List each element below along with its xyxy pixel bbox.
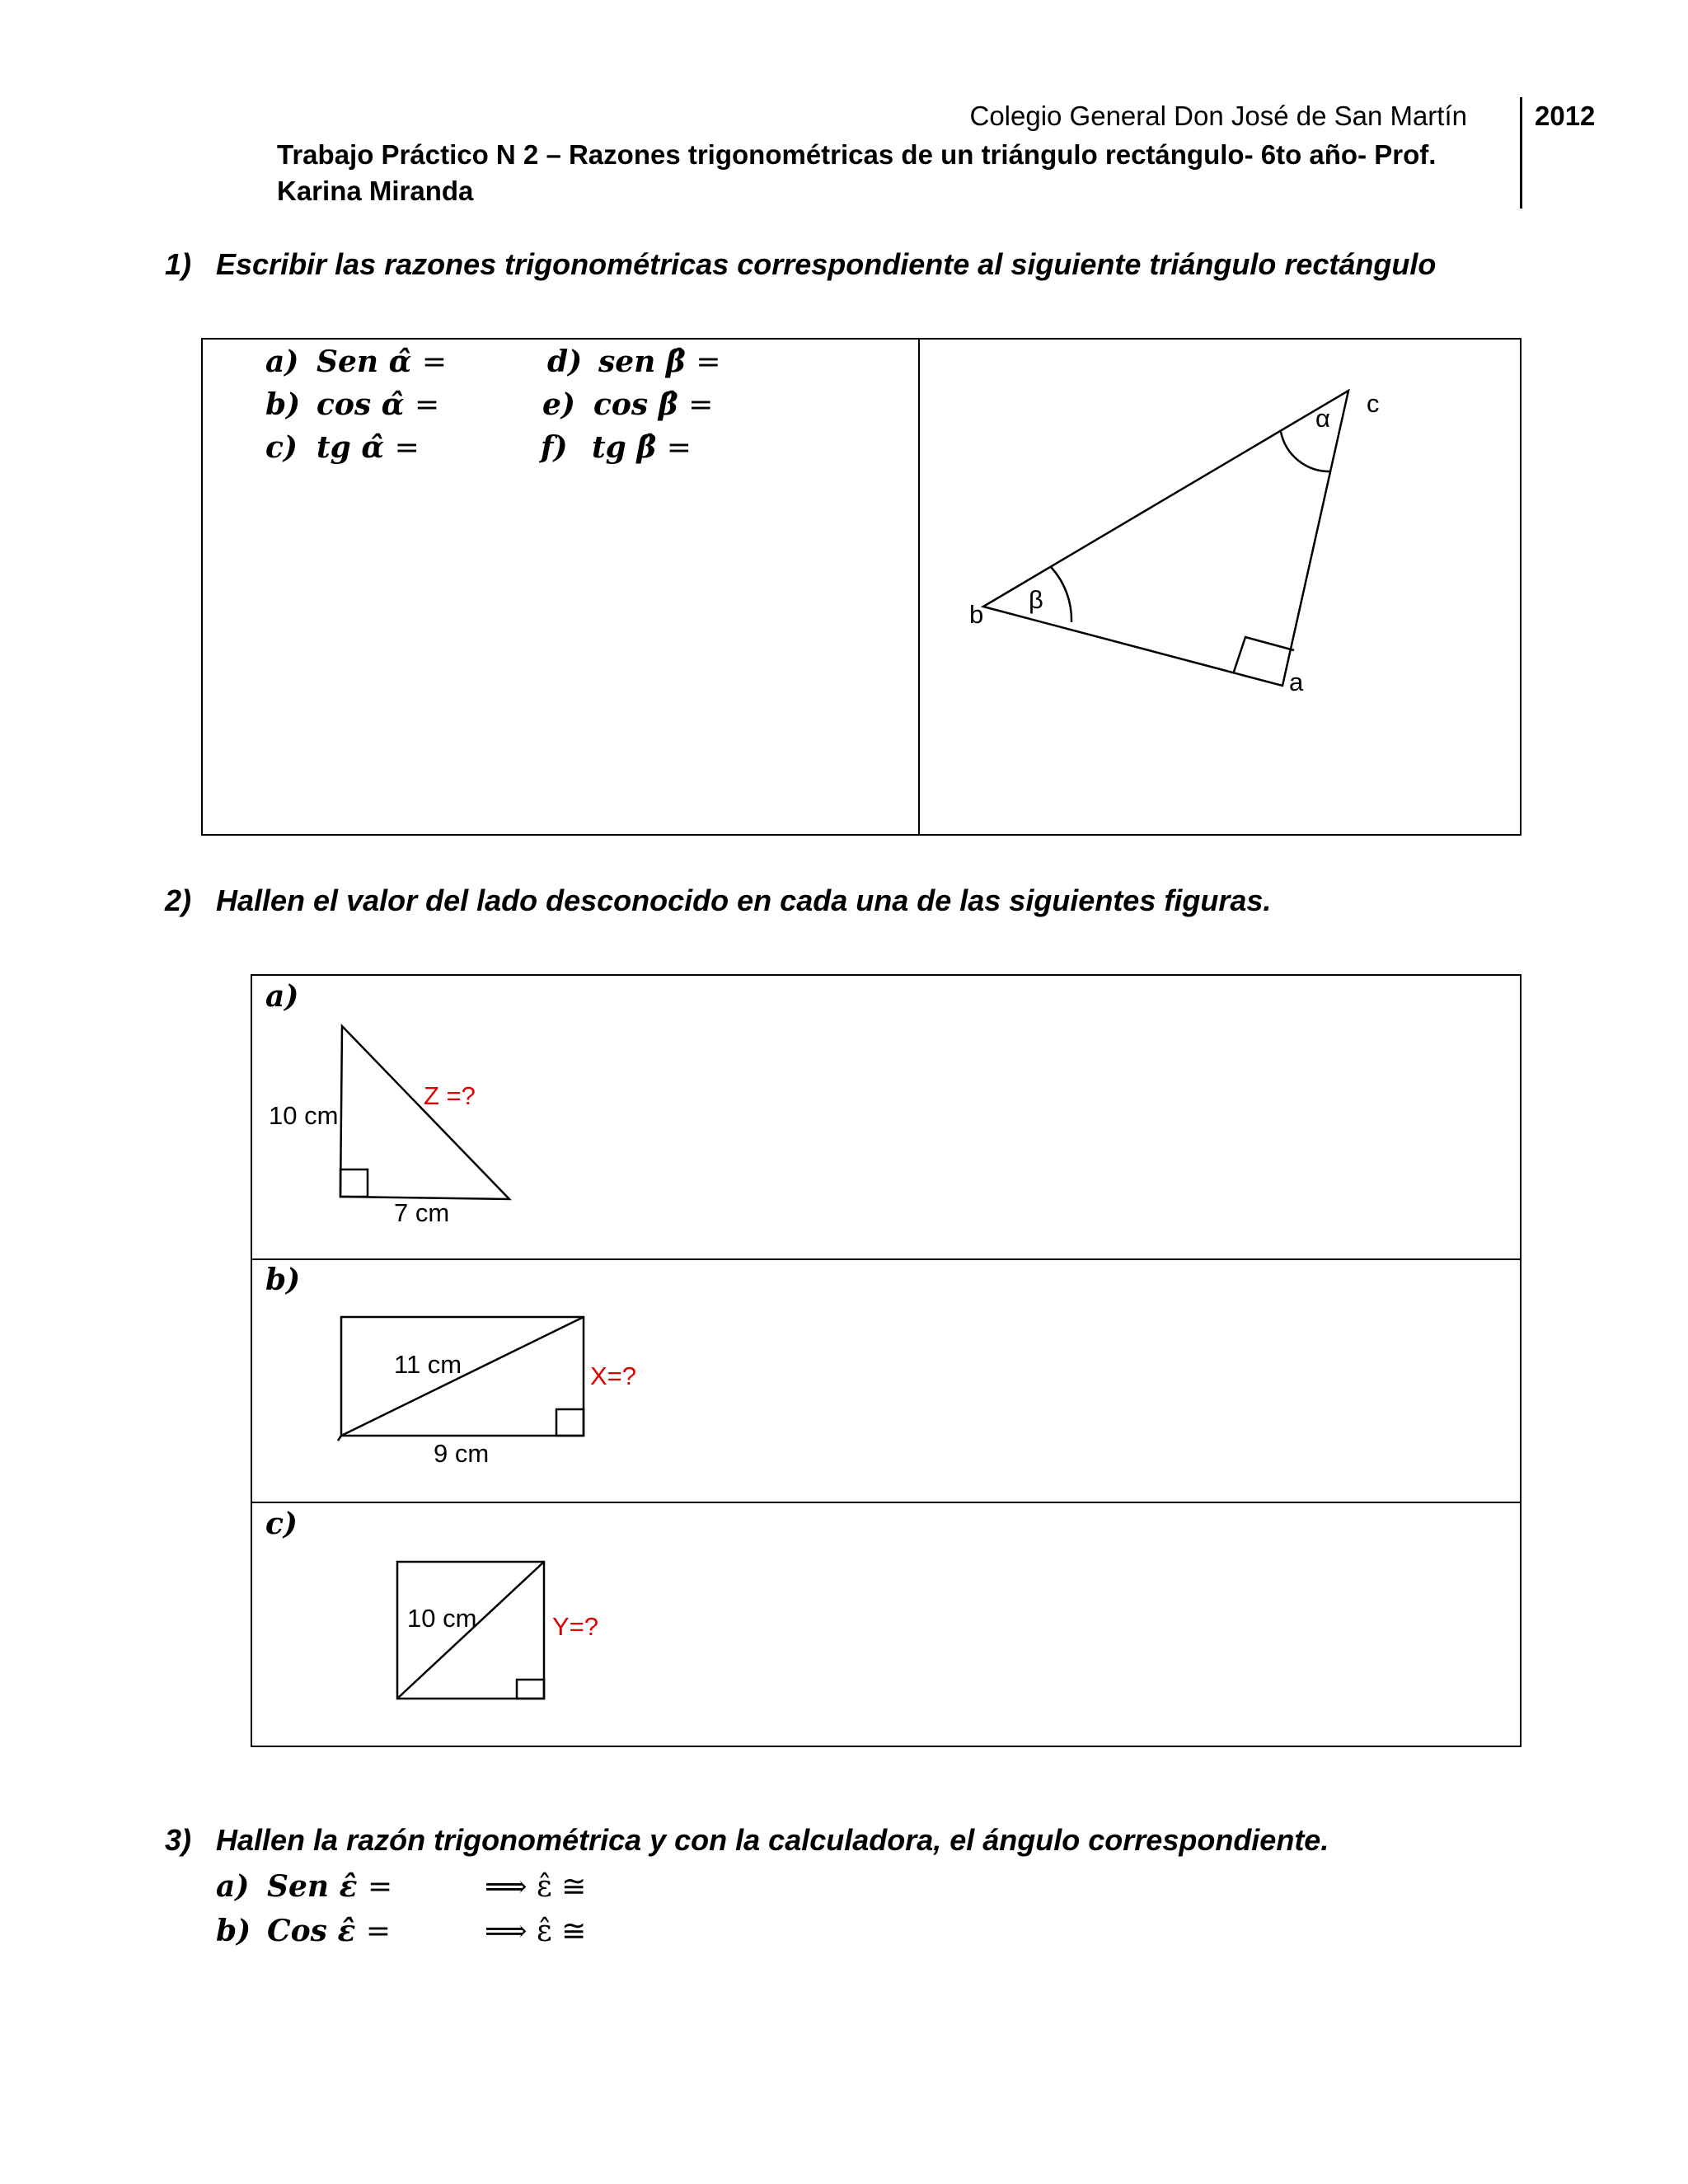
angle-item-b-result: ⟹ ε̂ ≅ bbox=[485, 1915, 587, 1948]
part-a-triangle bbox=[340, 1026, 509, 1199]
part-b-side-9cm: 9 cm bbox=[434, 1439, 490, 1468]
question-1-text: Escribir las razones trigonométricas correspondiente al siguiente triángulo rectángulo bbox=[216, 247, 1437, 281]
part-b-right-angle bbox=[556, 1409, 584, 1436]
angle-item-b: b) Cos ε̂ = bbox=[216, 1914, 392, 1948]
angle-alpha-label: α bbox=[1315, 404, 1330, 433]
part-a-unknown-z: Z =? bbox=[424, 1081, 476, 1110]
part-c-diagonal-10cm: 10 cm bbox=[407, 1604, 477, 1633]
ratio-item-f: f) tg β̂ = bbox=[541, 430, 692, 465]
part-c-label: c) bbox=[265, 1507, 298, 1541]
part-a-side-10cm: 10 cm bbox=[269, 1101, 339, 1130]
ratio-item-a: a) Sen α̂ = bbox=[265, 344, 448, 379]
part-b-unknown-x: X=? bbox=[590, 1361, 637, 1390]
vertex-b-label: b bbox=[969, 600, 984, 629]
question-1-number: 1) bbox=[165, 247, 192, 281]
part-a-right-angle bbox=[340, 1169, 368, 1197]
question-2-number: 2) bbox=[165, 883, 192, 917]
part-a-side-7cm: 7 cm bbox=[394, 1198, 450, 1227]
ratio-item-e: e) cos β̂ = bbox=[542, 387, 714, 422]
part-c-unknown-y: Y=? bbox=[552, 1612, 599, 1641]
question-3-number: 3) bbox=[165, 1823, 192, 1857]
ratio-item-b: b) cos α̂ = bbox=[265, 387, 440, 422]
vertex-c-label: c bbox=[1367, 389, 1380, 418]
part-b-diagonal-11cm: 11 cm bbox=[394, 1350, 462, 1379]
part-b-diagonal bbox=[341, 1317, 584, 1436]
question-2-text: Hallen el valor del lado desconocido en cada una de las siguientes figuras. bbox=[216, 883, 1272, 917]
angle-item-a: a) Sen ε̂ = bbox=[216, 1869, 393, 1904]
header-year: 2012 bbox=[1535, 101, 1596, 131]
ratio-item-d: d) sen β̂ = bbox=[547, 344, 721, 379]
angle-beta-label: β bbox=[1029, 585, 1043, 614]
vertex-a-label: a bbox=[1289, 668, 1304, 696]
part-b-label: b) bbox=[265, 1263, 301, 1297]
institution-name: Colegio General Don José de San Martín bbox=[969, 101, 1467, 131]
part-a-label: a) bbox=[265, 979, 299, 1014]
part-c-right-angle bbox=[517, 1680, 544, 1699]
ratio-item-c: c) tg α̂ = bbox=[265, 430, 420, 465]
angle-item-a-result: ⟹ ε̂ ≅ bbox=[485, 1870, 587, 1904]
question-3-text: Hallen la razón trigonométrica y con la calculadora, el ángulo correspondiente. bbox=[216, 1823, 1329, 1857]
question-3 bbox=[165, 1823, 1329, 1858]
page-title: Trabajo Práctico N 2 – Razones trigonométricas de un triángulo rectángulo- 6to año- Prof. Karina Miranda bbox=[277, 139, 1437, 206]
